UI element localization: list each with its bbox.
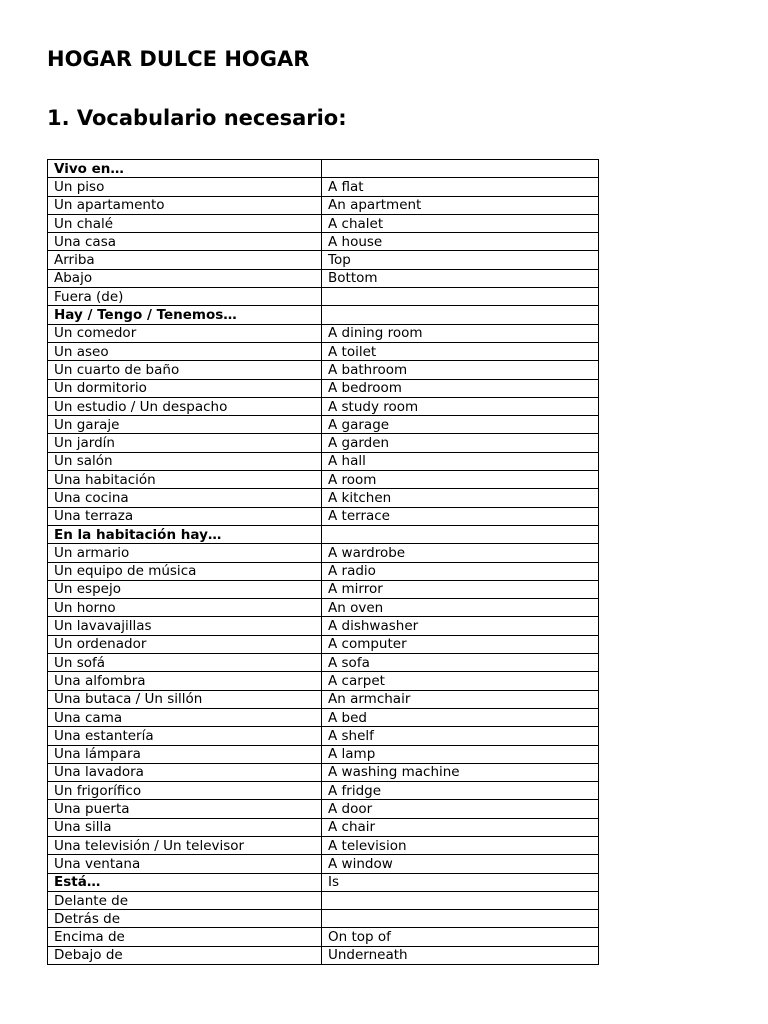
spanish-term-cell: Un lavavajillas xyxy=(48,617,322,635)
english-translation-cell: An apartment xyxy=(322,196,599,214)
table-section-heading-row xyxy=(48,160,599,178)
spanish-term-cell: Un frigorífico xyxy=(48,782,322,800)
spanish-term-cell: Encima de xyxy=(48,928,322,946)
spanish-term-cell: Una estantería xyxy=(48,727,322,745)
table-row xyxy=(48,233,599,251)
english-translation-cell: On top of xyxy=(322,928,599,946)
table-row xyxy=(48,654,599,672)
table-row xyxy=(48,507,599,525)
english-translation-cell: A flat xyxy=(322,178,599,196)
english-translation-cell: Underneath xyxy=(322,946,599,964)
spanish-term-cell: Una casa xyxy=(48,233,322,251)
spanish-term-cell: Debajo de xyxy=(48,946,322,964)
english-translation-cell xyxy=(322,525,599,543)
spanish-term-cell: Un garaje xyxy=(48,416,322,434)
english-translation-cell: An oven xyxy=(322,599,599,617)
spanish-term-cell: Una lavadora xyxy=(48,763,322,781)
table-row xyxy=(48,672,599,690)
spanish-term-cell: Una lámpara xyxy=(48,745,322,763)
spanish-term-cell: Una ventana xyxy=(48,855,322,873)
table-row xyxy=(48,416,599,434)
spanish-term-cell: Delante de xyxy=(48,891,322,909)
spanish-term-cell: Un horno xyxy=(48,599,322,617)
spanish-term-cell: Está… xyxy=(48,873,322,891)
spanish-term-cell: Un piso xyxy=(48,178,322,196)
spanish-term-cell: Una habitación xyxy=(48,471,322,489)
table-row xyxy=(48,727,599,745)
english-translation-cell xyxy=(322,891,599,909)
vocabulary-table xyxy=(47,159,599,965)
english-translation-cell: A wardrobe xyxy=(322,544,599,562)
table-row xyxy=(48,269,599,287)
table-row xyxy=(48,599,599,617)
table-row xyxy=(48,342,599,360)
english-translation-cell: Is xyxy=(322,873,599,891)
table-row xyxy=(48,471,599,489)
table-row xyxy=(48,452,599,470)
english-translation-cell: A television xyxy=(322,836,599,854)
table-row xyxy=(48,745,599,763)
english-translation-cell: A garage xyxy=(322,416,599,434)
spanish-term-cell: Un armario xyxy=(48,544,322,562)
spanish-term-cell: Un dormitorio xyxy=(48,379,322,397)
spanish-term-cell: Un comedor xyxy=(48,324,322,342)
english-translation-cell: A bed xyxy=(322,708,599,726)
english-translation-cell xyxy=(322,306,599,324)
spanish-term-cell: Un estudio / Un despacho xyxy=(48,397,322,415)
table-row xyxy=(48,489,599,507)
table-section-heading-row xyxy=(48,525,599,543)
spanish-term-cell: Hay / Tengo / Tenemos… xyxy=(48,306,322,324)
spanish-term-cell: Un apartamento xyxy=(48,196,322,214)
english-translation-cell: A mirror xyxy=(322,580,599,598)
english-translation-cell: Bottom xyxy=(322,269,599,287)
spanish-term-cell: Abajo xyxy=(48,269,322,287)
english-translation-cell: A terrace xyxy=(322,507,599,525)
table-row xyxy=(48,617,599,635)
english-translation-cell: A fridge xyxy=(322,782,599,800)
english-translation-cell: A shelf xyxy=(322,727,599,745)
english-translation-cell: A bedroom xyxy=(322,379,599,397)
spanish-term-cell: Fuera (de) xyxy=(48,288,322,306)
english-translation-cell: A sofa xyxy=(322,654,599,672)
table-row xyxy=(48,379,599,397)
english-translation-cell: A radio xyxy=(322,562,599,580)
spanish-term-cell: Vivo en… xyxy=(48,160,322,178)
table-row xyxy=(48,580,599,598)
table-row xyxy=(48,800,599,818)
english-translation-cell: A washing machine xyxy=(322,763,599,781)
spanish-term-cell: Un equipo de música xyxy=(48,562,322,580)
spanish-term-cell: Una cama xyxy=(48,708,322,726)
spanish-term-cell: Una cocina xyxy=(48,489,322,507)
spanish-term-cell: Una televisión / Un televisor xyxy=(48,836,322,854)
table-row xyxy=(48,855,599,873)
spanish-term-cell: Un sofá xyxy=(48,654,322,672)
table-row xyxy=(48,214,599,232)
spanish-term-cell: Detrás de xyxy=(48,910,322,928)
english-translation-cell: A garden xyxy=(322,434,599,452)
spanish-term-cell: Una terraza xyxy=(48,507,322,525)
table-row xyxy=(48,562,599,580)
english-translation-cell: A kitchen xyxy=(322,489,599,507)
table-row xyxy=(48,836,599,854)
spanish-term-cell: Un salón xyxy=(48,452,322,470)
table-row xyxy=(48,690,599,708)
table-row xyxy=(48,251,599,269)
spanish-term-cell: Una silla xyxy=(48,818,322,836)
english-translation-cell: An armchair xyxy=(322,690,599,708)
english-translation-cell: A lamp xyxy=(322,745,599,763)
table-row xyxy=(48,544,599,562)
english-translation-cell: A window xyxy=(322,855,599,873)
table-row xyxy=(48,763,599,781)
table-row xyxy=(48,397,599,415)
english-translation-cell xyxy=(322,910,599,928)
table-row xyxy=(48,946,599,964)
section-title: 1. Vocabulario necesario: xyxy=(47,106,347,130)
english-translation-cell: A door xyxy=(322,800,599,818)
english-translation-cell xyxy=(322,288,599,306)
table-row xyxy=(48,196,599,214)
english-translation-cell: A toilet xyxy=(322,342,599,360)
spanish-term-cell: Un espejo xyxy=(48,580,322,598)
table-row xyxy=(48,434,599,452)
table-row xyxy=(48,910,599,928)
english-translation-cell: A study room xyxy=(322,397,599,415)
english-translation-cell: A dishwasher xyxy=(322,617,599,635)
table-section-heading-row xyxy=(48,873,599,891)
english-translation-cell: A computer xyxy=(322,635,599,653)
spanish-term-cell: Una puerta xyxy=(48,800,322,818)
spanish-term-cell: Un chalé xyxy=(48,214,322,232)
english-translation-cell: A bathroom xyxy=(322,361,599,379)
table-row xyxy=(48,782,599,800)
table-row xyxy=(48,928,599,946)
spanish-term-cell: Una alfombra xyxy=(48,672,322,690)
english-translation-cell: A house xyxy=(322,233,599,251)
page-title: HOGAR DULCE HOGAR xyxy=(47,47,310,71)
spanish-term-cell: Arriba xyxy=(48,251,322,269)
spanish-term-cell: En la habitación hay… xyxy=(48,525,322,543)
spanish-term-cell: Un ordenador xyxy=(48,635,322,653)
english-translation-cell: Top xyxy=(322,251,599,269)
spanish-term-cell: Una butaca / Un sillón xyxy=(48,690,322,708)
table-row xyxy=(48,708,599,726)
english-translation-cell xyxy=(322,160,599,178)
spanish-term-cell: Un aseo xyxy=(48,342,322,360)
table-row xyxy=(48,635,599,653)
table-row xyxy=(48,324,599,342)
english-translation-cell: A dining room xyxy=(322,324,599,342)
table-row xyxy=(48,361,599,379)
table-row xyxy=(48,288,599,306)
english-translation-cell: A chair xyxy=(322,818,599,836)
english-translation-cell: A room xyxy=(322,471,599,489)
english-translation-cell: A chalet xyxy=(322,214,599,232)
table-section-heading-row xyxy=(48,306,599,324)
table-row xyxy=(48,818,599,836)
vocabulary-table-body xyxy=(48,160,599,965)
english-translation-cell: A hall xyxy=(322,452,599,470)
spanish-term-cell: Un cuarto de baño xyxy=(48,361,322,379)
english-translation-cell: A carpet xyxy=(322,672,599,690)
spanish-term-cell: Un jardín xyxy=(48,434,322,452)
table-row xyxy=(48,178,599,196)
table-row xyxy=(48,891,599,909)
